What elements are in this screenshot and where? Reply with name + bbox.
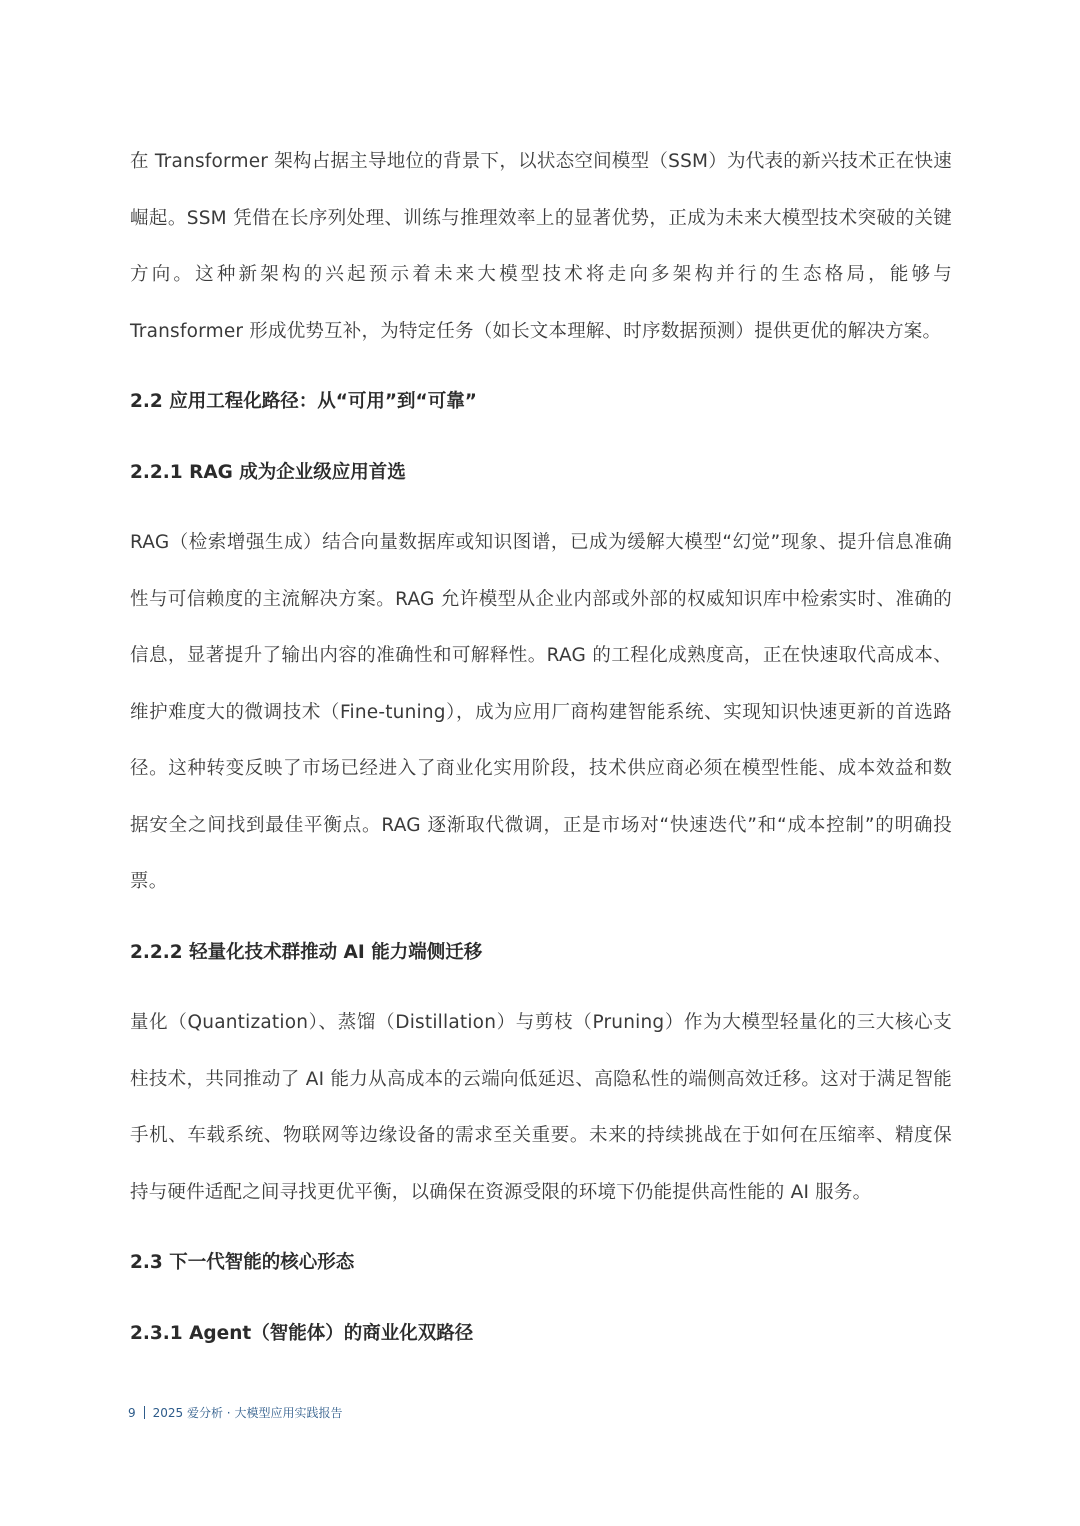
- heading-section-2-3: 2.3 下一代智能的核心形态: [130, 1252, 355, 1273]
- page-number: 9: [128, 1405, 136, 1420]
- paragraph-rag: RAG（检索增强生成）结合向量数据库或知识图谱，已成为缓解大模型“幻觉”现象、提升信息准确性与可信赖度的主流解决方案。RAG 允许模型从企业内部或外部的权威知识库中检索实时、准确的信息，显著提升了输出内容的准确性和可解释性。RAG 的工程化成熟度高，正在快速取代高成本、维护难度大的微调技术（Fine-tuning），成为应用厂商构建智能系统、实现知识快速更新的首选路径。这种转变反映了市场已经进入了商业化实用阶段，技术供应商必须在模型性能、成本效益和数据安全之间找到最佳平衡点。RAG 逐渐取代微调，正是市场对“快速迭代”和“成本控制”的明确投票。: [130, 532, 952, 892]
- heading-section-2-2-2: 2.2.2 轻量化技术群推动 AI 能力端侧迁移: [130, 941, 483, 963]
- heading-section-2-2-1: 2.2.1 RAG 成为企业级应用首选: [130, 461, 406, 483]
- heading-section-2-2: 2.2 应用工程化路径：从“可用”到“可靠”: [130, 391, 477, 412]
- paragraph-lightweight: 量化（Quantization）、蒸馏（Distillation）与剪枝（Pruning）作为大模型轻量化的三大核心支柱技术，共同推动了 AI 能力从高成本的云端向低延迟、高隐私性的端侧高效迁移。这对于满足智能手机、车载系统、物联网等边缘设备的需求至关重要。未来的持续挑战在于如何在压缩率、精度保持与硬件适配之间寻找更优平衡，以确保在资源受限的环境下仍能提供高性能的 AI 服务。: [130, 1012, 952, 1203]
- report-title: 2025 爱分析 · 大模型应用实践报告: [152, 1406, 343, 1420]
- page-footer: [128, 1404, 342, 1421]
- page-content: [130, 134, 952, 1362]
- paragraph-ssm-intro: 在 Transformer 架构占据主导地位的背景下，以状态空间模型（SSM）为代表的新兴技术正在快速崛起。SSM 凭借在长序列处理、训练与推理效率上的显著优势，正成为未来大模型技术突破的关键方向。这种新架构的兴起预示着未来大模型技术将走向多架构并行的生态格局，能够与 Transformer 形成优势互补，为特定任务（如长文本理解、时序数据预测）提供更优的解决方案。: [130, 151, 952, 342]
- footer-divider: [144, 1406, 145, 1419]
- heading-section-2-3-1: 2.3.1 Agent（智能体）的商业化双路径: [130, 1322, 474, 1344]
